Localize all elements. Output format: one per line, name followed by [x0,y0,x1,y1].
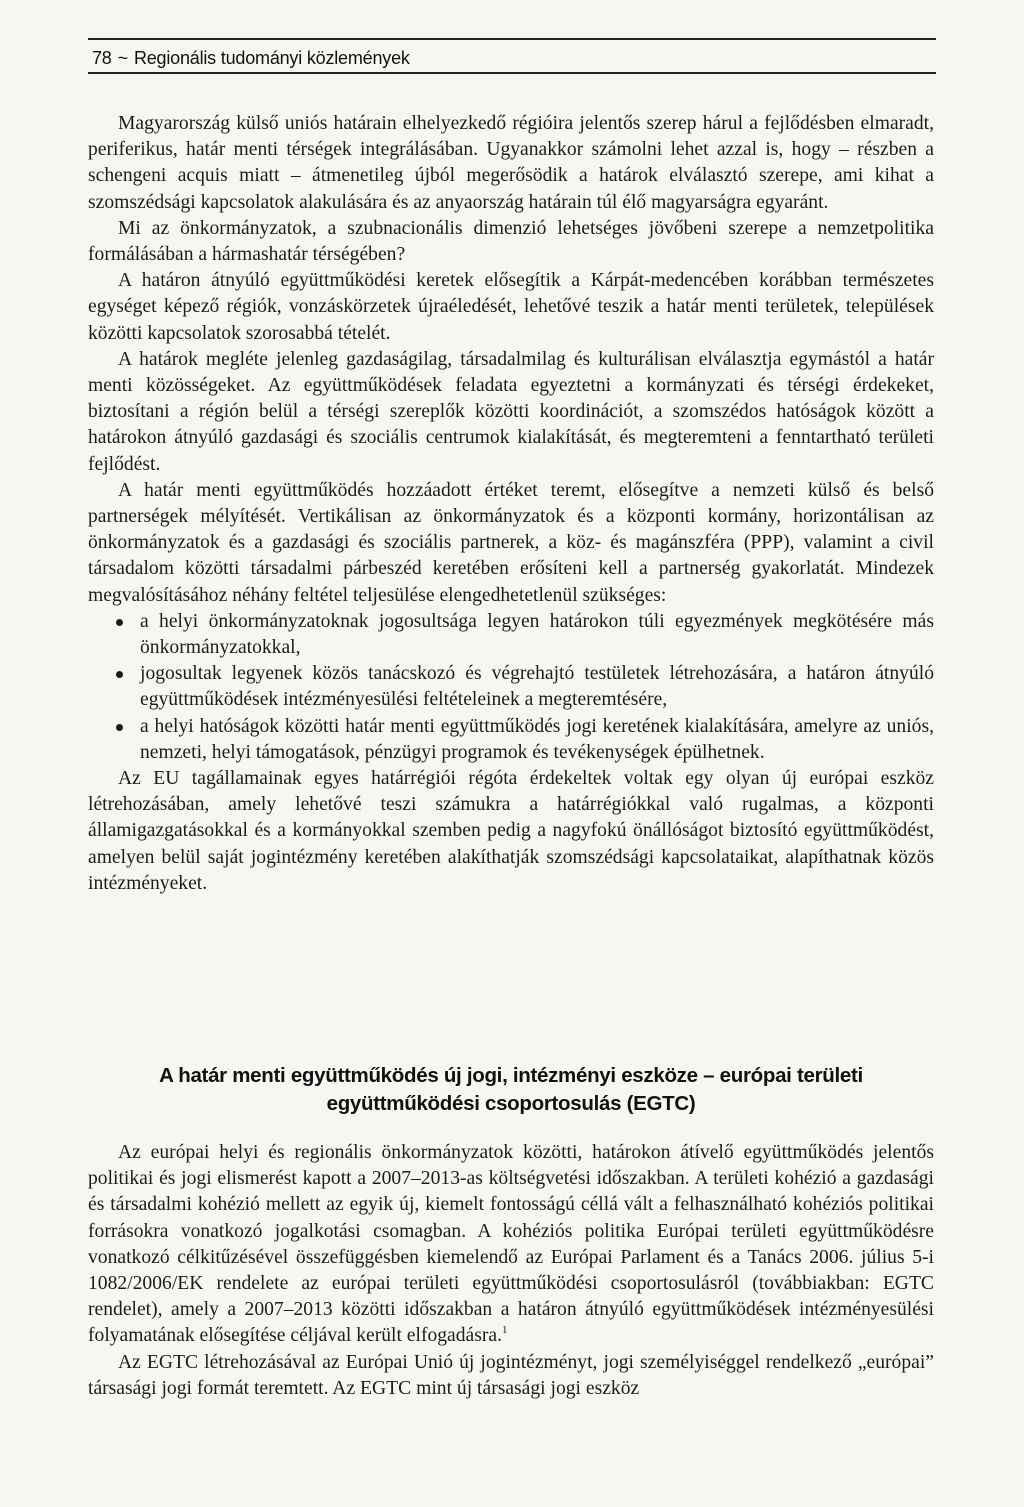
bullet-text-2: jogosultak legyenek közös tanácskozó és végrehajtó testületek létrehozására, a határon átnyúló együttműködések intézményesülési feltételeinek a megteremtésére, [140,663,934,711]
bullet-text-3: a helyi hatóságok közötti határ menti együttműködés jogi keretének kialakítására, amelyre az uniós, nemzeti, helyi támogatások, pénzügyi programok és tevékenységek épülhetnek. [140,715,934,763]
paragraph-6: Az EU tagállamainak egyes határrégiói régóta érdekeltek voltak egy olyan új európai eszköz létrehozásában, amely lehetővé teszi számukra a határrégiókkal való rugalmas, a központi államigazgatásokkal és a kormányokkal szemben pedig a nagyfokú önállóságot biztosító együttműködést, amelyen belül saját jogintézmény keretében alakíthatják szomszédsági kapcsolataikat, alapíthatnak közös intézményeket. [88,768,934,894]
paragraph-4: A határok megléte jelenleg gazdaságilag, társadalmilag és kulturálisan elválasztja egymástól a határ menti közösségeket. Az együttműködések feladata egyeztetni a kormányzati és térségi érdekeket, biztosítani a régión belül a térségi szereplők közötti koordinációt, a szomszédos hatóságok között a határokon átnyúló gazdasági és szociális centrumok kialakítását, és megteremteni a fenntartható területi fejlődést. [88,348,934,475]
bullet-item-3 [88,714,934,766]
section-heading-line-2: együttműködési csoportosulás (EGTC) [326,1092,696,1115]
intro-text-block [88,111,934,897]
running-header [88,38,936,74]
paragraph-3: A határon átnyúló együttműködési keretek elősegítik a Kárpát-medencében korábban természetes egységet képező régiók, vonzáskörzetek újraéledését, lehetővé teszik a határ menti területek, települések közötti kapcsolatok szorosabbá tételét. [88,270,934,344]
paragraph-1: Magyarország külső uniós határain elhelyezkedő régióira jelentős szerep hárul a fejlődésben elmaradt, periferikus, határ menti térségek integrálásában. Ugyanakkor számolni lehet azzal is, hogy – részben a schengeni acquis miatt – átmenetileg újból megerősödik a határok elválasztó szerepe, ami kihat a szomszédsági kapcsolatok alakulására és az anyaország határain túl élő magyarságra egyaránt. [88,113,934,213]
section-heading-line-1: A határ menti együttműködés új jogi, intézményi eszköze – európai területi [159,1064,863,1087]
section-text-block [88,1140,934,1402]
section-heading [88,1062,934,1118]
journal-title: Regionális tudományi közlemények [133,48,410,68]
bullet-list [88,609,934,766]
header-text [92,48,410,69]
section-paragraph-1 [88,1140,934,1350]
section-paragraph-1-text: Az európai helyi és regionális önkormányzatok közötti, határokon átívelő együttműködés jelentős politikai és jogi elismerést kapott a 2007–2013-as költségvetési időszakban. A területi kohézió a gazdasági és társadalmi kohézió mellett az egyik új, kiemelt fontosságú céllá vált a felhasználható kohéziós politikai forrásokra vonatkozó jogalkotási csomagban. A kohéziós politika Európai területi együttműködésre vonatkozó célkitűzésével összefüggésben kiemelendő az Európai Parlament és a Tanács 2006. július 5-i 1082/2006/EK rendelete az európai területi együttműködési csoportosulásról (továbbiakban: EGTC rendelet), amely a 2007–2013 közötti időszakban a határon átnyúló együttműködések intézményesülési folyamatának elősegítése céljával került elfogadásra. [88,1142,934,1347]
footnote-marker: 1 [502,1324,508,1337]
paragraph-2: Mi az önkormányzatok, a szubnacionális dimenzió lehetséges jövőbeni szerepe a nemzetpolitika formálásában a hármashatár térségében? [88,217,934,266]
page-number: 78 [92,48,112,68]
bullet-text-1: a helyi önkormányzatoknak jogosultsága legyen határokon túli egyezmények megkötésére más önkormányzatokkal, [140,610,934,659]
bullet-dot-icon [116,619,123,626]
section-paragraph-2: Az EGTC létrehozásával az Európai Unió új jogintézményt, jogi személyiséggel rendelkező „európai” társasági jogi formát teremtett. Az EGTC mint új társasági jogi eszköz [88,1351,934,1399]
paragraph-5: A határ menti együttműködés hozzáadott értéket teremt, elősegítve a nemzeti külső és belső partnerségek mélyítését. Vertikálisan az önkormányzatok és a központi kormány, horizontálisan az önkormányzatok és a gazdasági és szociális partnerek, a köz- és magánszféra (PPP), valamint a civil társadalom közötti társadalmi párbeszéd keretében erősíteni kell a partnerség gyakorlatát. Mindezek megvalósításához néhány feltétel teljesülése elengedhetetlenül szükséges: [88,479,934,606]
bullet-dot-icon [116,671,123,678]
bullet-dot-icon [116,724,123,731]
bullet-item-1 [88,609,934,661]
header-separator: ~ [117,48,128,68]
bullet-item-2 [88,661,934,713]
